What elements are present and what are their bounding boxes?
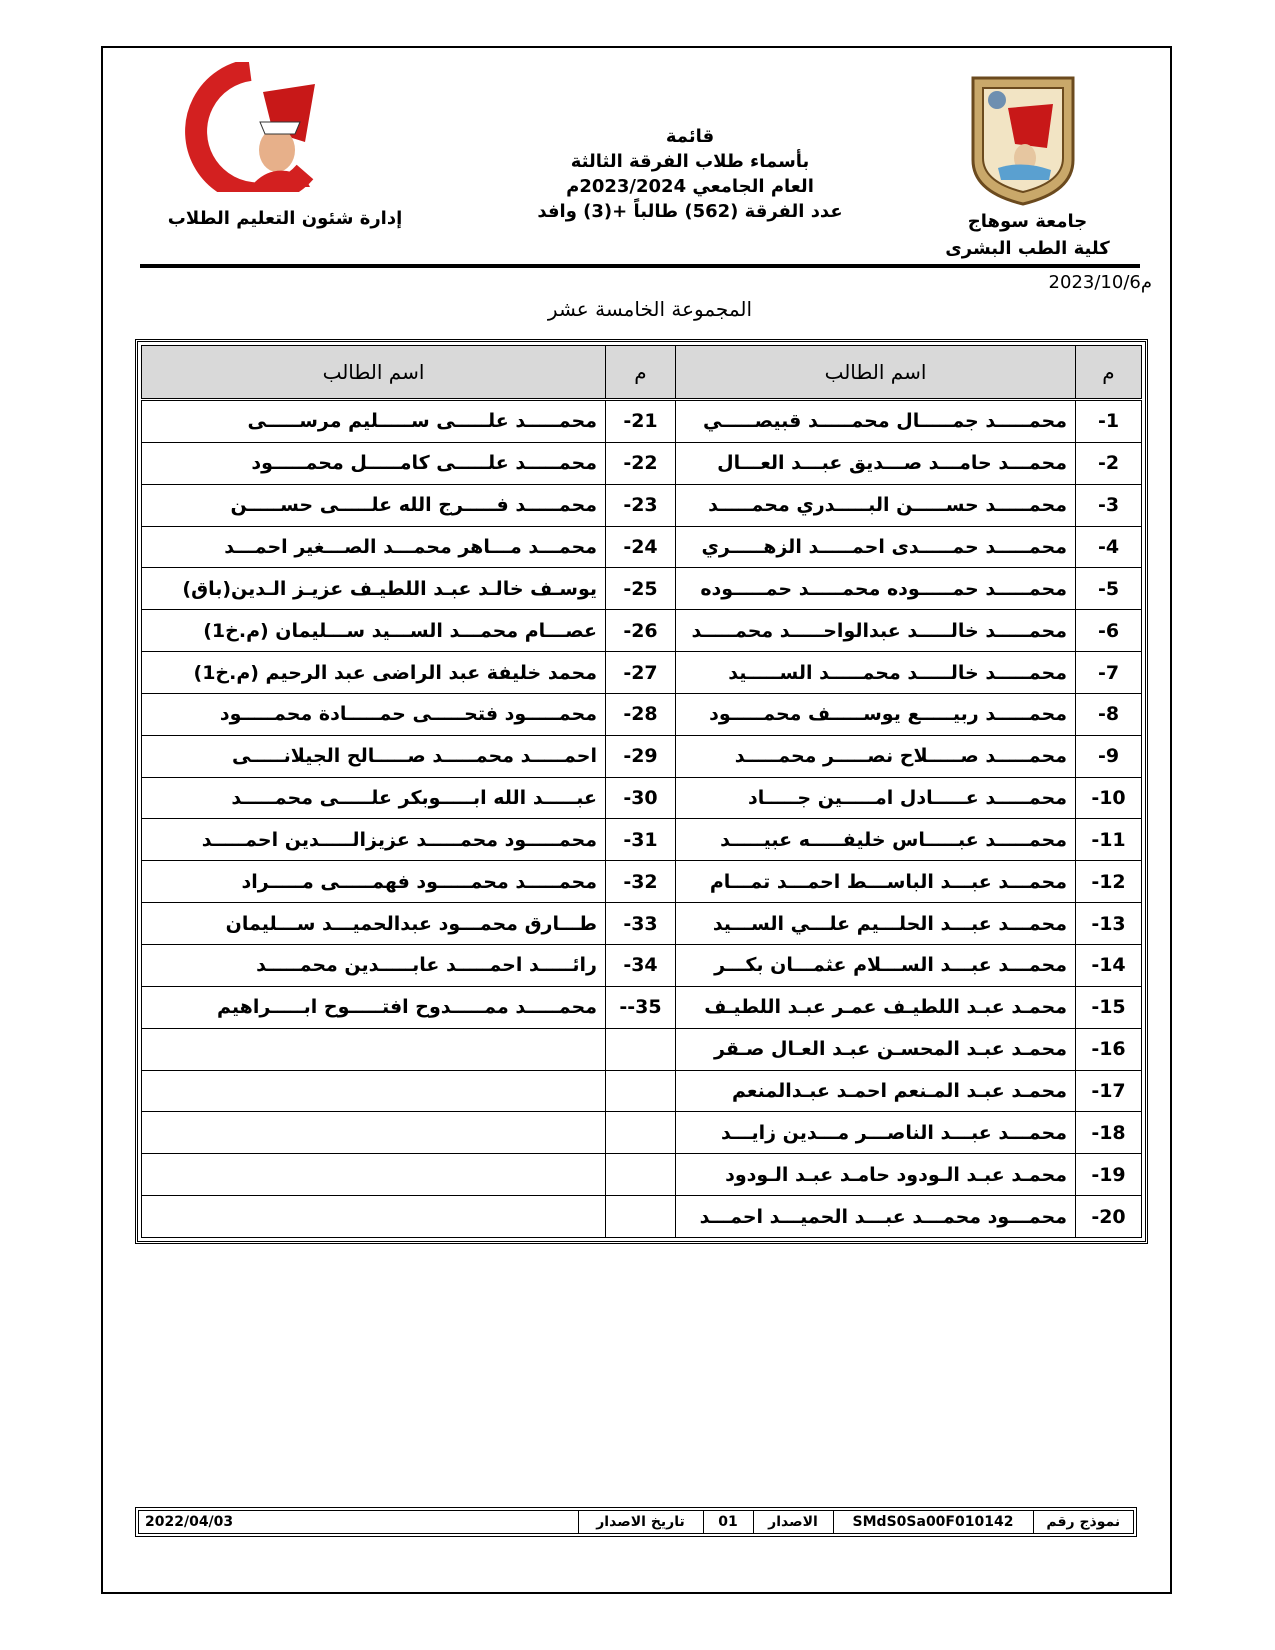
table-row <box>142 944 1142 986</box>
row-number: --35 <box>606 986 676 1028</box>
student-name: محمـــــود محمـــــد عزيزالـــــدين احمـــــد <box>142 819 606 861</box>
issue-date-label: تاريخ الاصدار <box>578 1511 703 1533</box>
list-heading <box>430 124 950 224</box>
student-name: محمد خليفة عبد الراضى عبد الرحيم (م.خ1) <box>142 652 606 694</box>
table-row <box>142 400 1142 443</box>
row-number <box>606 1070 676 1112</box>
row-number: -10 <box>1076 777 1142 819</box>
student-name: محمـــــد عبـــــاس خليفـــــه عبيـــــد <box>676 819 1076 861</box>
student-name: احمـــــد محمـــــد صـــــالح الجيلانـــــى <box>142 735 606 777</box>
table-row <box>142 1196 1142 1238</box>
form-number-label: نموذج رقم <box>1033 1511 1133 1533</box>
student-name <box>142 1112 606 1154</box>
table-row <box>142 986 1142 1028</box>
student-name: محمـــــود فتحـــــى حمـــــادة محمـــــود <box>142 693 606 735</box>
department-name: إدارة شئون التعليم الطلاب <box>167 208 403 229</box>
row-number <box>606 1196 676 1238</box>
row-number: -19 <box>1076 1154 1142 1196</box>
student-name: محمـــــد خالـــــد محمـــــد الســـــيد <box>676 652 1076 694</box>
col-header-name: اسم الطالب <box>676 346 1076 400</box>
student-name: محمـــــد علـــــى كامـــــل محمـــــود <box>142 442 606 484</box>
faculty-logo <box>155 62 340 192</box>
student-name: محمـــــد جمـــــال محمـــــد قبيصـــــي <box>676 400 1076 443</box>
table-row <box>142 819 1142 861</box>
row-number: -20 <box>1076 1196 1142 1238</box>
student-table <box>135 339 1148 1244</box>
university-seal <box>963 70 1083 206</box>
row-number: -30 <box>606 777 676 819</box>
row-number <box>606 1154 676 1196</box>
student-name: محمـــد عبـــد الباســـط احمـــد تمـــام <box>676 861 1076 903</box>
row-number: -4 <box>1076 526 1142 568</box>
row-number: -17 <box>1076 1070 1142 1112</box>
table-row <box>142 861 1142 903</box>
student-name <box>142 1196 606 1238</box>
student-name: محمـــد عبـــد الســـلام عثمـــان بكـــر <box>676 944 1076 986</box>
student-name: رائـــــد احمـــــد عابـــــدين محمـــــد <box>142 944 606 986</box>
table-row <box>142 903 1142 945</box>
row-number: -8 <box>1076 693 1142 735</box>
student-name: محمـد عبـد المحسـن عبـد العـال صـقر <box>676 1028 1076 1070</box>
row-number: -3 <box>1076 484 1142 526</box>
student-name: محمـــــد حمـــــدى احمـــــد الزهـــــري <box>676 526 1076 568</box>
issue-number: 01 <box>703 1511 753 1533</box>
row-number: -7 <box>1076 652 1142 694</box>
student-name: محمـــــد حمـــــوده محمـــــد حمـــــوده <box>676 568 1076 610</box>
class-count: عدد الفرقة (562) طالباً +(3) وافد <box>537 201 843 222</box>
row-number: -9 <box>1076 735 1142 777</box>
student-name: محمـــود محمـــد عبـــد الحميـــد احمـــد <box>676 1196 1076 1238</box>
header-divider <box>140 264 1140 268</box>
row-number: -13 <box>1076 903 1142 945</box>
table-row <box>142 526 1142 568</box>
student-name <box>142 1154 606 1196</box>
student-name <box>142 1028 606 1070</box>
table-header-row <box>142 346 1142 400</box>
row-number: -6 <box>1076 610 1142 652</box>
row-number: -1 <box>1076 400 1142 443</box>
table-row <box>142 777 1142 819</box>
student-name: محمـد عبـد المـنعم احمـد عبـدالمنعم <box>676 1070 1076 1112</box>
row-number: -26 <box>606 610 676 652</box>
row-number: -28 <box>606 693 676 735</box>
issue-label: الاصدار <box>753 1511 833 1533</box>
student-name: محمـــد حامـــد صـــديق عبـــد العـــال <box>676 442 1076 484</box>
row-number: -15 <box>1076 986 1142 1028</box>
col-header-name: اسم الطالب <box>142 346 606 400</box>
row-number: -31 <box>606 819 676 861</box>
table-row <box>142 652 1142 694</box>
student-name: عصـــام محمـــد الســـيد ســـليمان (م.خ1) <box>142 610 606 652</box>
student-name: محمـد عبـد اللطيـف عمـر عبـد اللطيـف <box>676 986 1076 1028</box>
institution-block <box>920 208 1135 262</box>
row-number: -21 <box>606 400 676 443</box>
row-number: -33 <box>606 903 676 945</box>
form-number: SMdS0Sa00F010142 <box>833 1511 1033 1533</box>
student-name: محمـــد عبـــد الناصـــر مـــدين زايـــد <box>676 1112 1076 1154</box>
table-row <box>142 568 1142 610</box>
student-name <box>142 1070 606 1112</box>
group-title: المجموعة الخامسة عشر <box>547 297 753 321</box>
student-name: محمـــد عبـــد الحلـــيم علـــي الســـيد <box>676 903 1076 945</box>
table-row <box>142 1112 1142 1154</box>
issue-date: 2022/04/03 <box>139 1511 578 1533</box>
table-row <box>142 1028 1142 1070</box>
student-name: محمـــــد صـــــلاح نصـــــر محمـــــد <box>676 735 1076 777</box>
row-number: -22 <box>606 442 676 484</box>
row-number: -12 <box>1076 861 1142 903</box>
col-header-num: م <box>1076 346 1142 400</box>
row-number: -32 <box>606 861 676 903</box>
table-row <box>142 484 1142 526</box>
student-name: محمـــــد علـــــى ســـــليم مرســـــى <box>142 400 606 443</box>
col-header-num: م <box>606 346 676 400</box>
row-number: -24 <box>606 526 676 568</box>
row-number: -34 <box>606 944 676 986</box>
row-number <box>606 1028 676 1070</box>
university-name: جامعة سوهاج <box>967 211 1088 232</box>
student-name: محمـــــد فـــــرج الله علـــــى حســـــن <box>142 484 606 526</box>
student-name: يوسـف خالـد عبـد اللطيـف عزيـز الـدين(باق) <box>142 568 606 610</box>
list-word: قائمة <box>665 126 715 147</box>
student-name: محمـــــد خالـــــد عبدالواحـــــد محمـــــد <box>676 610 1076 652</box>
row-number: -5 <box>1076 568 1142 610</box>
student-name: طـــارق محمـــود عبدالحميـــد ســـليمان <box>142 903 606 945</box>
document-date: 2023/10/6م <box>1048 272 1152 293</box>
row-number: -16 <box>1076 1028 1142 1070</box>
student-name: محمـد عبـد الـودود حامـد عبـد الـودود <box>676 1154 1076 1196</box>
table-row <box>142 693 1142 735</box>
student-name: محمـــد مـــاهر محمـــد الصـــغير احمـــد <box>142 526 606 568</box>
student-name: محمـــــد محمـــــود فهمـــــى مـــــراد <box>142 861 606 903</box>
row-number: -23 <box>606 484 676 526</box>
student-name: محمـــــد ربيـــــع يوســـــف محمـــــود <box>676 693 1076 735</box>
row-number: -11 <box>1076 819 1142 861</box>
list-subtitle: بأسماء طلاب الفرقة الثالثة <box>570 151 810 172</box>
row-number: -27 <box>606 652 676 694</box>
row-number: -25 <box>606 568 676 610</box>
student-name: عبـــــد الله ابـــــوبكر علـــــى محمـــــد <box>142 777 606 819</box>
table-row <box>142 1070 1142 1112</box>
row-number: -29 <box>606 735 676 777</box>
table-row <box>142 442 1142 484</box>
row-number <box>606 1112 676 1154</box>
document-footer <box>138 1510 1134 1534</box>
table-row <box>142 735 1142 777</box>
row-number: -18 <box>1076 1112 1142 1154</box>
student-name: محمـــــد عـــــادل امـــــين جـــــاد <box>676 777 1076 819</box>
academic-year: العام الجامعي 2023/2024م <box>566 176 814 197</box>
row-number: -2 <box>1076 442 1142 484</box>
faculty-name: كلية الطب البشرى <box>945 238 1110 259</box>
student-name: محمـــــد حســـــن البـــــدري محمـــــد <box>676 484 1076 526</box>
student-name: محمـــــد ممـــــدوح افتـــــوح ابـــــراهيم <box>142 986 606 1028</box>
table-row <box>142 1154 1142 1196</box>
table-row <box>142 610 1142 652</box>
row-number: -14 <box>1076 944 1142 986</box>
